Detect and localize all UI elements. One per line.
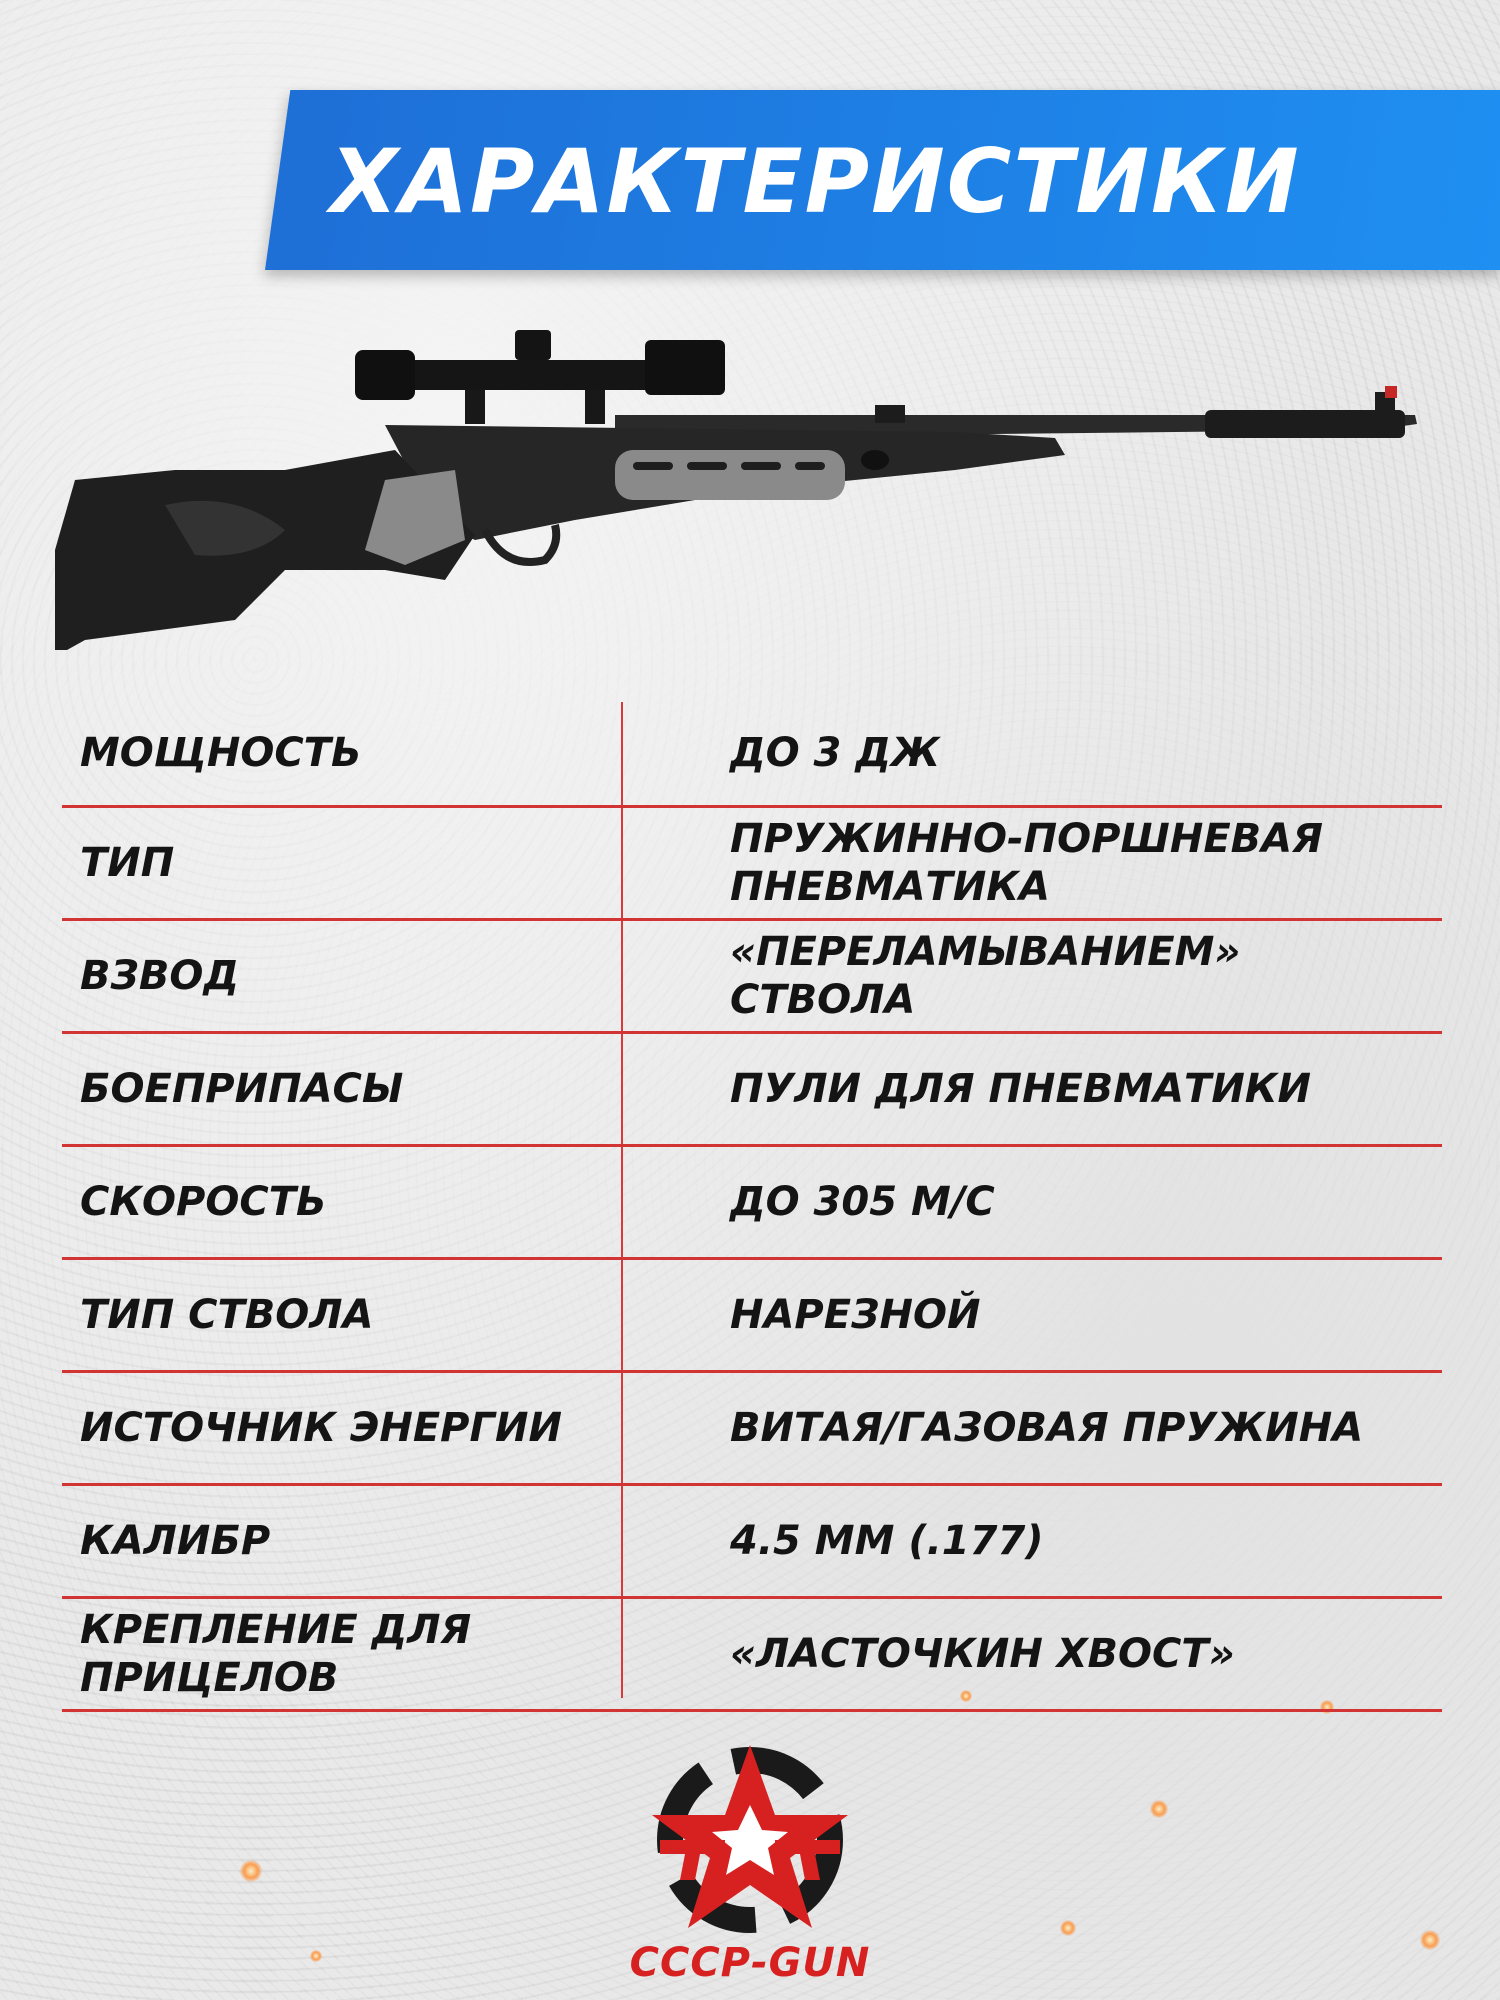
spark-decoration — [1420, 1930, 1440, 1950]
spec-value: ДО 305 М/С — [730, 1179, 995, 1225]
spec-label: ИСТОЧНИК ЭНЕРГИИ — [80, 1405, 562, 1451]
spec-row — [62, 808, 1442, 921]
spec-value: ПУЛИ ДЛЯ ПНЕВМАТИКИ — [730, 1066, 1311, 1112]
spec-row — [62, 1486, 1442, 1599]
spec-value: «ЛАСТОЧКИН ХВОСТ» — [730, 1631, 1235, 1677]
page-title: ХАРАКТЕРИСТИКИ — [330, 130, 1301, 233]
spec-label: КАЛИБР — [80, 1518, 271, 1564]
spec-value: «ПЕРЕЛАМЫВАНИЕМ» СТВОЛА — [730, 929, 1241, 1023]
spec-value: 4.5 ММ (.177) — [730, 1518, 1044, 1564]
spark-decoration — [240, 1860, 262, 1882]
brand-name: СССР-GUN — [629, 1940, 871, 1986]
spec-value: НАРЕЗНОЙ — [730, 1292, 981, 1338]
specs-table — [62, 700, 1442, 1712]
spec-value: ДО 3 ДЖ — [730, 729, 940, 776]
spec-row — [62, 1599, 1442, 1712]
spark-decoration — [1060, 1920, 1076, 1936]
spec-row — [62, 1260, 1442, 1373]
spark-decoration — [1150, 1800, 1168, 1818]
air-rifle-image — [55, 320, 1435, 650]
spec-row — [62, 1034, 1442, 1147]
spec-label: МОЩНОСТЬ — [80, 729, 362, 776]
spec-label: ТИП СТВОЛА — [80, 1292, 374, 1338]
spec-label: КРЕПЛЕНИЕ ДЛЯ ПРИЦЕЛОВ — [80, 1607, 472, 1701]
spec-value: ПРУЖИННО-ПОРШНЕВАЯ ПНЕВМАТИКА — [730, 816, 1323, 910]
spec-row — [62, 1373, 1442, 1486]
spec-label: ТИП — [80, 840, 175, 886]
spec-row — [62, 921, 1442, 1034]
spec-label: СКОРОСТЬ — [80, 1179, 327, 1225]
spec-label: ВЗВОД — [80, 953, 240, 999]
spark-decoration — [310, 1950, 322, 1962]
spec-label: БОЕПРИПАСЫ — [80, 1066, 404, 1112]
spec-value: ВИТАЯ/ГАЗОВАЯ ПРУЖИНА — [730, 1405, 1364, 1451]
spec-row — [62, 1147, 1442, 1260]
spec-row — [62, 700, 1442, 808]
